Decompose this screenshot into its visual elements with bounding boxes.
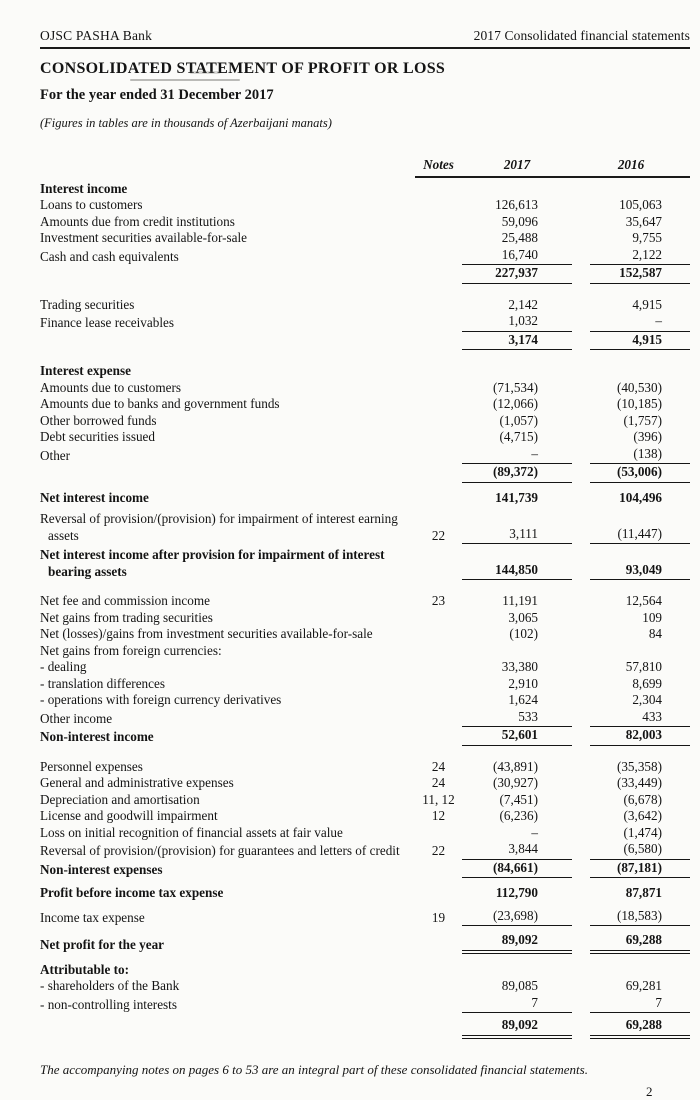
- page-title: CONSOLIDATED STATEMENT OF PROFIT OR LOSS: [40, 60, 446, 77]
- value-2017: 3,844: [462, 841, 572, 860]
- value-2016: 69,281: [625, 978, 662, 993]
- row-label: Other borrowed funds: [40, 412, 157, 428]
- row-label: Net fee and commission income: [40, 593, 210, 608]
- row-label: - shareholders of the Bank: [40, 978, 180, 993]
- row-label: Debt securities issued: [40, 429, 155, 444]
- value-2017: (23,698): [462, 908, 572, 927]
- statement-row: [40, 446, 690, 465]
- value-2016: (1,474): [623, 824, 662, 840]
- statement-row: [40, 313, 690, 332]
- header-report-name: 2017 Consolidated financial statements: [473, 28, 690, 43]
- value-2017: 33,380: [501, 659, 538, 674]
- value-2017: –: [531, 824, 538, 840]
- value-2017: (7,451): [499, 791, 538, 807]
- value-2017: 2,910: [508, 675, 538, 691]
- statement-row: [40, 962, 690, 979]
- row-label: Finance lease receivables: [40, 315, 174, 330]
- value-2016: 7: [590, 995, 690, 1014]
- statement-row: [40, 775, 690, 792]
- row-label: - dealing: [40, 659, 87, 674]
- value-2016: 104,496: [619, 489, 662, 505]
- statement-row: [40, 808, 690, 825]
- value-2017: (30,927): [492, 775, 538, 790]
- statement-row: [40, 643, 690, 660]
- page-number: 2: [646, 1084, 653, 1099]
- value-2016: (10,185): [616, 396, 662, 411]
- row-note-ref: 22: [431, 527, 446, 543]
- row-label: Amounts due from credit institutions: [40, 213, 235, 229]
- value-2017: (71,534): [492, 379, 538, 395]
- value-2016: (33,449): [616, 775, 662, 790]
- value-2017: 52,601: [462, 727, 572, 746]
- value-2016: 57,810: [625, 659, 662, 674]
- value-2017: (12,066): [492, 396, 538, 411]
- column-header-2017: 2017: [503, 157, 531, 172]
- statement-row: [40, 332, 690, 351]
- statement-row: [40, 265, 690, 284]
- statement-row: [40, 363, 690, 380]
- value-2017: 126,613: [495, 197, 538, 212]
- value-2017: (1,057): [499, 412, 538, 428]
- statement-row: [40, 709, 690, 728]
- value-2017: 533: [462, 709, 572, 728]
- statement-row: [40, 511, 690, 544]
- value-2016: 35,647: [625, 213, 662, 229]
- value-2017: 112,790: [495, 885, 538, 900]
- value-2017: 89,092: [462, 1017, 572, 1039]
- row-label: Loss on initial recognition of financial assets at fair value: [40, 824, 343, 840]
- row-label: Non-interest expenses: [40, 861, 163, 877]
- value-2017: 141,739: [495, 489, 538, 505]
- value-2016: 93,049: [590, 562, 690, 581]
- statement-row: [40, 593, 690, 610]
- statement-row: [40, 978, 690, 995]
- value-2016: (1,757): [623, 412, 662, 428]
- value-2017: 59,096: [501, 213, 538, 229]
- row-label: Net interest income after provision for impairment of interest bearing assets: [40, 547, 385, 579]
- value-2017: 89,085: [501, 978, 538, 993]
- column-header-2016: 2016: [617, 157, 645, 172]
- profit-or-loss-table: [40, 157, 690, 1039]
- value-2017: 144,850: [462, 562, 572, 581]
- statement-row: [40, 380, 690, 397]
- row-label: Investment securities available-for-sale: [40, 230, 247, 245]
- statement-row: [40, 413, 690, 430]
- row-label: General and administrative expenses: [40, 775, 234, 790]
- row-label: Net gains from trading securities: [40, 609, 213, 625]
- value-2017: 11,191: [502, 593, 538, 608]
- value-2016: 9,755: [632, 230, 662, 245]
- statement-row: [40, 676, 690, 693]
- row-label: Amounts due to banks and government funds: [40, 396, 280, 411]
- row-label: Net profit for the year: [40, 937, 165, 952]
- statement-row: [40, 197, 690, 214]
- value-2016: (87,181): [590, 860, 690, 879]
- value-2016: (396): [633, 429, 662, 444]
- value-2017: 25,488: [501, 230, 538, 245]
- value-2016: 87,871: [625, 885, 662, 900]
- row-label: Net interest income: [40, 489, 149, 505]
- value-2016: 4,915: [590, 332, 690, 351]
- statement-row: [40, 727, 690, 746]
- statement-row: [40, 429, 690, 446]
- statement-row: [40, 1017, 690, 1039]
- figures-note: (Figures in tables are in thousands of Azerbaijani manats): [40, 116, 332, 130]
- value-2016: 4,915: [632, 296, 662, 312]
- value-2016: (3,642): [623, 808, 662, 823]
- value-2016: 105,063: [619, 197, 662, 212]
- row-label: Profit before income tax expense: [40, 885, 224, 900]
- value-2016: 69,288: [590, 932, 690, 954]
- statement-row: [40, 490, 690, 507]
- value-2016: 2,304: [632, 692, 662, 707]
- value-2017: 1,032: [462, 313, 572, 332]
- value-2016: 82,003: [590, 727, 690, 746]
- row-label: - non-controlling interests: [40, 996, 177, 1012]
- row-label: - operations with foreign currency derivatives: [40, 692, 282, 707]
- row-note-ref: 11, 12: [422, 791, 455, 807]
- value-2017: 89,092: [462, 932, 572, 954]
- value-2016: 12,564: [625, 593, 662, 608]
- scan-artifact: [190, 71, 220, 74]
- statement-row: [40, 759, 690, 776]
- row-label: Loans to customers: [40, 197, 143, 212]
- row-label: Other income: [40, 710, 113, 726]
- row-note-ref: 23: [431, 593, 446, 608]
- value-2017: (84,661): [462, 860, 572, 879]
- row-label: Attributable to:: [40, 961, 130, 977]
- value-2017: 1,624: [508, 692, 538, 707]
- value-2016: 152,587: [590, 265, 690, 284]
- statement-row: [40, 181, 690, 198]
- value-2017: (43,891): [492, 758, 538, 774]
- value-2016: 433: [590, 709, 690, 728]
- table-header-row: [40, 157, 690, 178]
- value-2016: 109: [642, 609, 662, 625]
- statement-row: [40, 396, 690, 413]
- value-2016: 84: [648, 626, 662, 641]
- statement-row: [40, 214, 690, 231]
- value-2017: 227,937: [462, 265, 572, 284]
- statement-row: [40, 841, 690, 860]
- row-note-ref: 12: [431, 808, 446, 823]
- statement-row: [40, 247, 690, 266]
- row-label: Net gains from foreign currencies:: [40, 642, 222, 658]
- row-label: Other: [40, 447, 71, 463]
- page-subtitle: For the year ended 31 December 2017: [40, 87, 274, 103]
- value-2016: 8,699: [632, 675, 662, 691]
- footer-note: The accompanying notes on pages 6 to 53 are an integral part of these consolidated financial statements.: [40, 1062, 588, 1077]
- statement-row: [40, 692, 690, 709]
- row-label: Interest income: [40, 180, 128, 196]
- column-header-notes: Notes: [423, 157, 454, 172]
- value-2017: 3,174: [462, 332, 572, 351]
- row-note-ref: 24: [431, 758, 446, 774]
- row-label: Personnel expenses: [40, 758, 143, 774]
- value-2016: (53,006): [590, 464, 690, 483]
- statement-row: [40, 908, 690, 927]
- row-note-ref: 19: [431, 909, 446, 925]
- row-label: Amounts due to customers: [40, 379, 182, 395]
- value-2017: (6,236): [499, 808, 538, 823]
- statement-row: [40, 547, 690, 580]
- table-header-columns: [415, 157, 690, 178]
- header-company-name: OJSC PASHA Bank: [40, 28, 153, 43]
- value-2017: 7: [462, 995, 572, 1014]
- row-label: Depreciation and amortisation: [40, 791, 200, 807]
- row-label: Cash and cash equivalents: [40, 248, 179, 264]
- value-2017: 16,740: [462, 247, 572, 266]
- row-label: Reversal of provision/(provision) for guarantees and letters of credit: [40, 843, 400, 858]
- statement-row: [40, 825, 690, 842]
- value-2017: 3,111: [462, 526, 572, 545]
- scan-artifact: [130, 79, 240, 81]
- statement-row: [40, 464, 690, 483]
- value-2017: 3,065: [508, 609, 538, 625]
- row-note-ref: 22: [431, 843, 446, 858]
- row-note-ref: 24: [431, 775, 446, 790]
- value-2017: (102): [509, 626, 538, 641]
- row-label: License and goodwill impairment: [40, 808, 218, 823]
- value-2017: –: [462, 446, 572, 465]
- row-label: Income tax expense: [40, 909, 145, 925]
- document-page: [0, 28, 700, 1099]
- value-2017: (4,715): [499, 429, 538, 444]
- row-label: Net (losses)/gains from investment securities available-for-sale: [40, 626, 373, 641]
- statement-row: [40, 610, 690, 627]
- header-rule: [40, 47, 690, 49]
- statement-row: [40, 995, 690, 1014]
- row-label: Trading securities: [40, 296, 135, 312]
- value-2016: (6,580): [590, 841, 690, 860]
- value-2016: (11,447): [590, 526, 690, 545]
- statement-row: [40, 297, 690, 314]
- document-header: [40, 28, 690, 44]
- value-2016: –: [590, 313, 690, 332]
- statement-row: [40, 792, 690, 809]
- row-label: Interest expense: [40, 363, 131, 378]
- value-2016: 69,288: [590, 1017, 690, 1039]
- statement-row: [40, 885, 690, 902]
- value-2016: (6,678): [623, 791, 662, 807]
- row-label: Non-interest income: [40, 729, 154, 744]
- value-2016: (35,358): [616, 758, 662, 774]
- statement-row: [40, 659, 690, 676]
- statement-row: [40, 860, 690, 879]
- row-label: Reversal of provision/(provision) for impairment of interest earning assets: [40, 511, 398, 543]
- statement-row: [40, 932, 690, 954]
- row-label: - translation differences: [40, 675, 165, 691]
- statement-row: [40, 230, 690, 247]
- value-2016: (18,583): [590, 908, 690, 927]
- value-2016: (138): [590, 446, 690, 465]
- value-2017: (89,372): [462, 464, 572, 483]
- value-2016: (40,530): [616, 379, 662, 395]
- value-2016: 2,122: [590, 247, 690, 266]
- statement-row: [40, 626, 690, 643]
- statement-rows: [40, 181, 690, 1039]
- value-2017: 2,142: [508, 296, 538, 312]
